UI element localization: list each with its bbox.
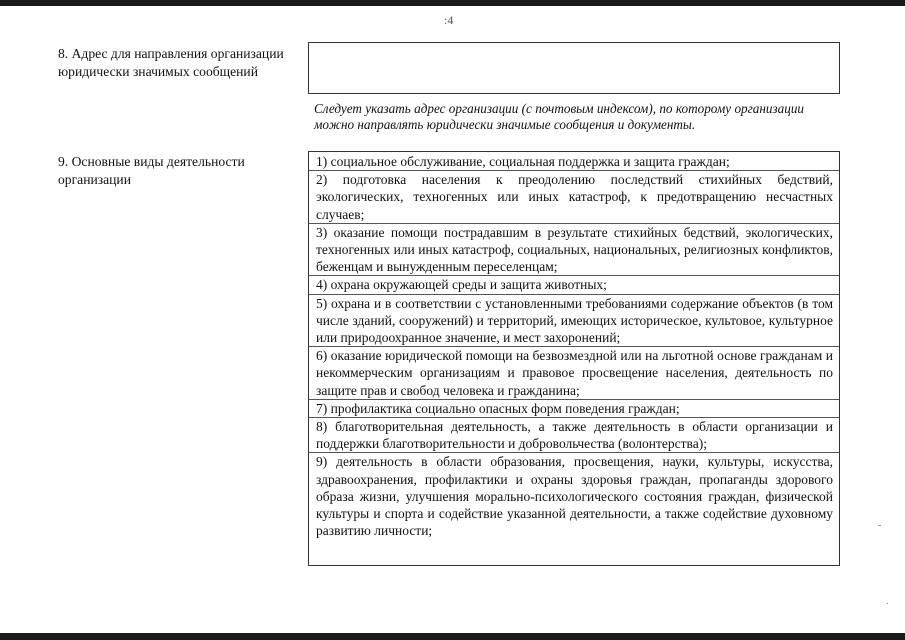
activity-item: 7) профилактика социально опасных форм поведения граждан;	[316, 400, 680, 416]
address-hint: Следует указать адрес организации (с почтовым индексом), по которому организации можно направлять юридически значимые сообщения и документы.	[314, 101, 805, 132]
activity-item: 5) охрана и в соответствии с установленными требованиями содержание объектов (в том числе зданий, сооружений) и территорий, имеющих историческое, культовое, культурное или природоохранное значение, и мест захоронений;	[316, 295, 833, 346]
address-field[interactable]	[308, 42, 840, 94]
activity-item: 4) охрана окружающей среды и защита животных;	[316, 277, 607, 293]
scan-speck: .	[886, 596, 889, 607]
activities-field[interactable]	[308, 151, 840, 566]
section-8-label: 8. Адрес для направления организации юридически значимых сообщений	[58, 46, 284, 79]
activity-item: 6) оказание юридической помощи на безвозмездной или на льготной основе гражданам и некоммерческим организациям и правовое просвещение населения, деятельность по защите прав и свобод человека и гражданина;	[316, 348, 833, 398]
activity-item: 3) оказание помощи пострадавшим в результате стихийных бедствий, экологических, техногенных или иных катастроф, социальных, национальных, религиозных конфликтов, беженцам и вынужденным переселенцам;	[316, 224, 833, 275]
scan-speck: -	[878, 520, 882, 531]
scan-bottom-edge	[0, 633, 905, 640]
activities-list	[316, 153, 833, 539]
page-marker: :4	[444, 13, 454, 27]
activity-item: 8) благотворительная деятельность, а также деятельность в области организации и поддержки благотворительности и добровольчества (волонтерства);	[316, 419, 833, 452]
activity-item: 1) социальное обслуживание, социальная поддержка и защита граждан;	[316, 154, 730, 169]
activity-item: 2) подготовка населения к преодолению последствий стихийных бедствий, экологических, техногенных или иных катастроф, к предотвращению несчастных случаев;	[316, 172, 833, 222]
activity-item: 9) деятельность в области образования, просвещения, науки, культуры, искусства, здравоохранения, профилактики и охраны здоровья граждан, пропаганды здорового образа жизни, улучшения морально-психологического состояния граждан, физической культуры и спорта и содействие указанной деятельности, а также содействие духовному развитию личности;	[316, 454, 833, 539]
scan-top-edge	[0, 0, 905, 6]
section-9-label: 9. Основные виды деятельности организации	[58, 154, 245, 187]
